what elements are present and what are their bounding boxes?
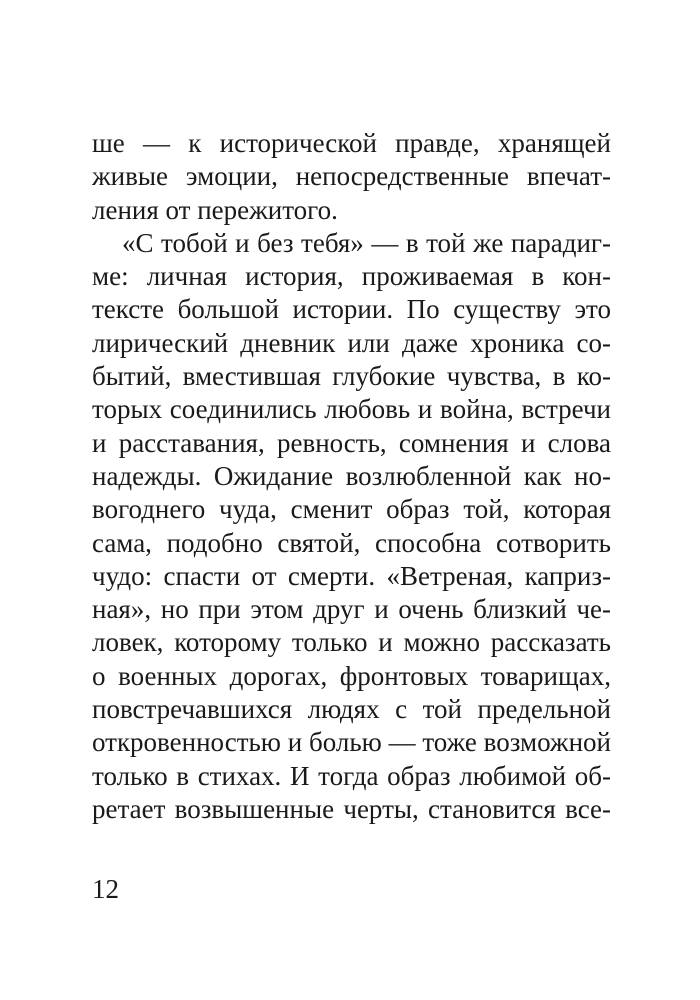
text-line: бытий, вместившая глубокие чувства, в ко-	[92, 361, 611, 392]
body-text	[92, 127, 611, 826]
text-line: только в стихах. И тогда образ любимой об-	[92, 760, 611, 791]
text-line: торых соединились любовь и война, встречи	[92, 394, 611, 425]
text-line: откровенностью и болью — тоже возможной	[92, 727, 611, 758]
text-line: живые эмоции, непосредственные впечат-	[92, 161, 611, 192]
text-line: ловек, которому только и можно рассказать	[92, 627, 611, 658]
text-line: повстречавшихся людях с той предельной	[92, 694, 611, 725]
text-line: ретает возвышенные черты, становится все-	[92, 793, 611, 824]
text-line: вогоднего чуда, сменит образ той, которая	[92, 494, 611, 525]
text-line: и расставания, ревность, сомнения и слова	[92, 427, 611, 458]
text-line: ше — к исторической правде, хранящей	[92, 128, 611, 158]
text-line: чудо: спасти от смерти. «Ветреная, каприз-	[92, 560, 611, 591]
text-line: тексте большой истории. По существу это	[92, 294, 611, 325]
text-line: сама, подобно святой, способна сотворить	[92, 527, 611, 558]
text-line: о военных дорогах, фронтовых товарищах,	[92, 660, 611, 691]
text-line: лирический дневник или даже хроника со-	[92, 327, 611, 358]
text-line: «С тобой и без тебя» — в той же парадиг-	[122, 227, 611, 258]
text-line: ме: личная история, проживаемая в кон-	[92, 261, 611, 292]
page-number: 12	[92, 874, 119, 904]
text-line: надежды. Ожидание возлюбленной как но-	[92, 460, 611, 491]
text-line: ления от пережитого.	[92, 194, 338, 225]
text-line: ная», но при этом друг и очень близкий че-	[92, 594, 611, 625]
